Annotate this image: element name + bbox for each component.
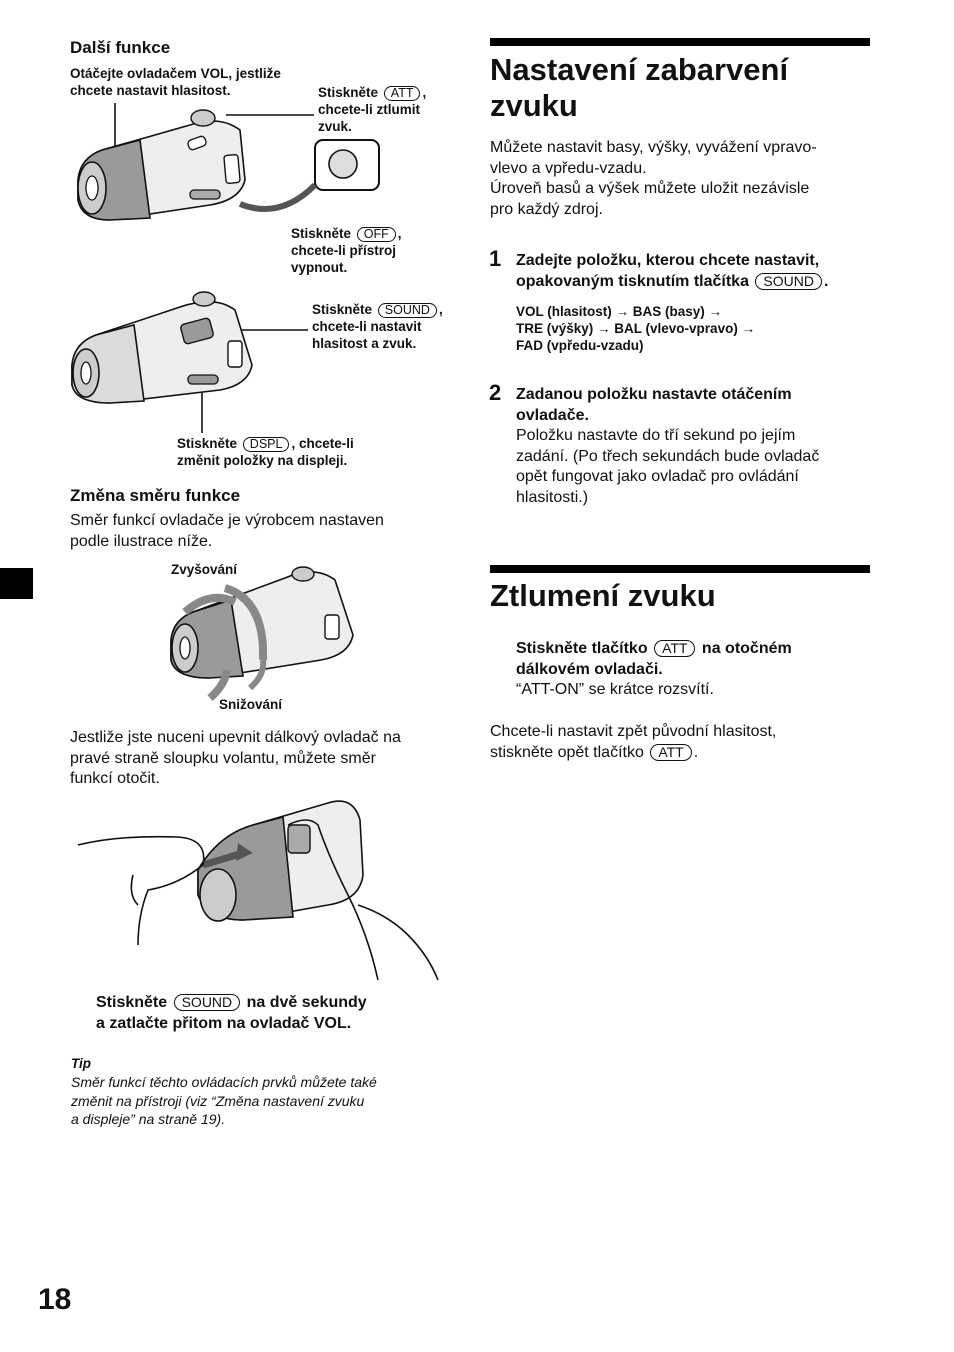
off-key: OFF: [357, 227, 396, 242]
att-callout: Stiskněte ATT , chcete-li ztlumit zvuk.: [318, 85, 427, 134]
title-tone-settings: Nastavení zabarvení zvuku: [490, 52, 789, 123]
att-key: ATT: [384, 86, 421, 101]
vol-note: Otáčejte ovladačem VOL, jestliže chcete nastavit hlasitost.: [70, 66, 281, 98]
sound-callout: Stiskněte SOUND , chcete-li nastavit hlasitost a zvuk.: [312, 302, 443, 351]
step-1-number: 1: [489, 246, 502, 271]
att-button-zoom: [329, 150, 357, 178]
hand-press-illustration: [78, 795, 443, 980]
section-heading-direction: Změna směru funkce: [70, 486, 241, 505]
off-callout: Stiskněte OFF , chcete-li přístroj vypnout.: [291, 226, 402, 275]
mount-text: Jestliže jste nuceni upevnit dálkový ovladač na pravé straně sloupku volantu, můžete směr funkcí otočit.: [70, 729, 401, 787]
dspl-callout: Stiskněte DSPL , chcete-li změnit položky na displeji.: [177, 436, 354, 468]
att-key-3: ATT: [650, 744, 691, 761]
sound-key-3: SOUND: [755, 273, 822, 290]
direction-text: Směr funkcí ovladače je výrobcem nastaven podle ilustrace níže.: [70, 512, 384, 550]
sound-key: SOUND: [378, 303, 437, 318]
tip-text: Směr funkcí těchto ovládacích prvků můžete také změnit na přístroji (viz “Změna nastavení zvuku a displeje” na straně 19).: [71, 1074, 377, 1127]
dspl-key: DSPL: [243, 437, 290, 452]
mute-status: “ATT-ON” se krátce rozsvítí.: [516, 681, 714, 698]
att-key-2: ATT: [654, 640, 695, 657]
page-number: 18: [38, 1283, 72, 1316]
rotation-illustration: [165, 560, 365, 700]
restore-text: Chcete-li nastavit zpět původní hlasitost, stiskněte opět tlačítko ATT .: [490, 723, 777, 761]
tone-intro: Můžete nastavit basy, výšky, vyvážení vpravo- vlevo a vpředu-vzadu. Úroveň basů a výšek můžete uložit nezávisle pro každý zdroj.: [490, 139, 817, 218]
press-sound-instruction: Stiskněte SOUND na dvě sekundy a zatlačte přitom na ovladač VOL.: [96, 994, 367, 1032]
title-rule-1: [490, 38, 870, 46]
section-heading-other-functions: Další funkce: [70, 38, 171, 57]
mute-instruction: Stiskněte tlačítko ATT na otočném dálkovém ovladači.: [516, 640, 792, 678]
remote-illustration-1: [70, 100, 390, 230]
step-2-text: Položku nastavte do tří sekund po jejím zadání. (Po třech sekundách bude ovladač opět fungovat jako ovladač pro ovládání hlasitosti.): [516, 427, 820, 506]
step-1-text: Zadejte položku, kterou chcete nastavit, opakovaným tisknutím tlačítka SOUND .: [516, 252, 829, 290]
sound-key-2: SOUND: [174, 994, 241, 1011]
remote-illustration-2: [70, 285, 310, 435]
remote-body: [78, 110, 245, 220]
tip-title: Tip: [71, 1056, 91, 1071]
sound-sequence: VOL (hlasitost) → BAS (basy) → TRE (výšky) → BAL (vlevo-vpravo) → FAD (vpředu-vzadu): [516, 304, 756, 353]
step-2-title: Zadanou položku nastavte otáčením ovladače.: [516, 386, 792, 424]
decrease-label: Snižování: [219, 697, 283, 712]
title-rule-2: [490, 565, 870, 573]
chapter-tab: [0, 568, 33, 599]
step-2-number: 2: [489, 380, 502, 405]
title-mute: Ztlumení zvuku: [490, 578, 716, 613]
increase-label: Zvyšování: [171, 562, 238, 577]
